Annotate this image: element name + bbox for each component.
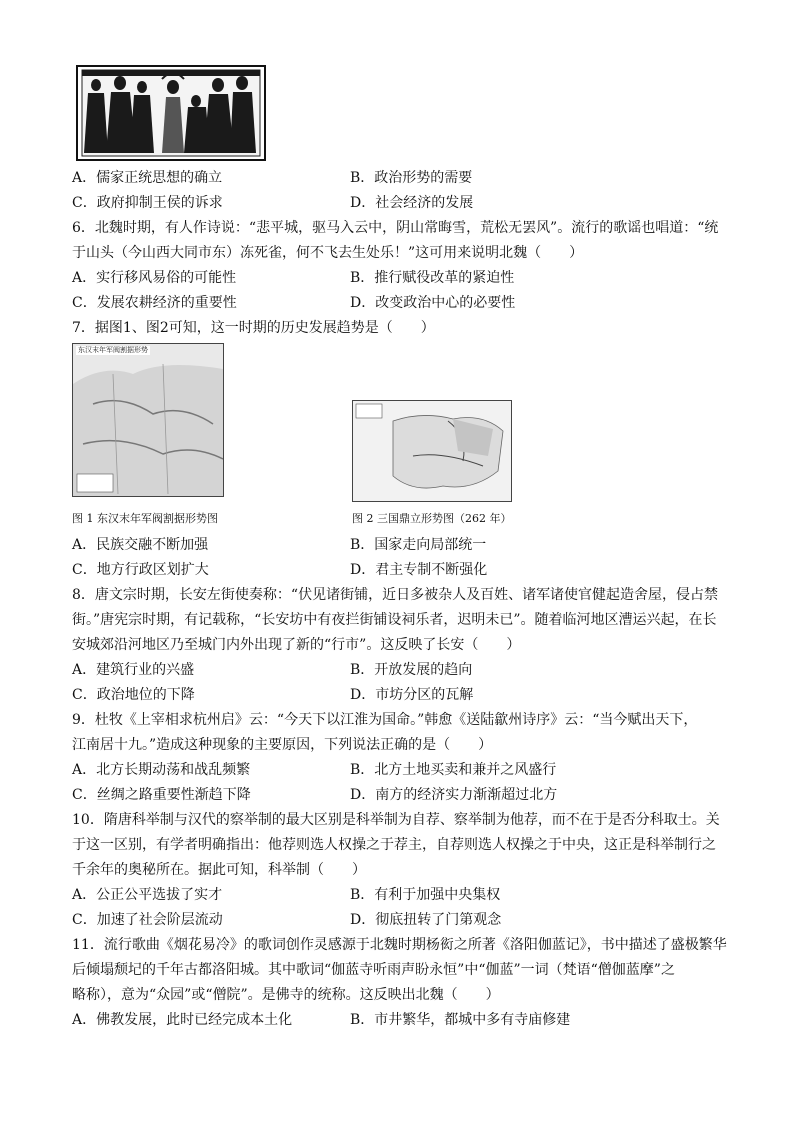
q9-stem-line1: 9．杜牧《上宰相求杭州启》云：“今天下以江淮为国命。”韩愈《送陆歙州诗序》云：“当今赋出天下， — [72, 712, 698, 728]
q10-stem-line2: 于这一区别，有学者明确指出：他荐则选人权操之于荐主，自荐则选人权操之于中央，这正是科举制行之 — [72, 837, 716, 853]
q8-stem-line2: 街。”唐宪宗时期，有记载称，“长安坊中有夜拦街铺设祠乐者，迟明未已”。随着临河地区漕运兴起，在长 — [72, 612, 717, 628]
q9-option-d: D．南方的经济实力渐渐超过北方 — [350, 787, 558, 803]
figure2-map — [352, 400, 512, 502]
q11-stem-line3: 略称），意为“众园”或“僧院”。是佛寺的统称。这反映出北魏（ ） — [72, 987, 500, 1003]
q10-option-b: B．有利于加强中央集权 — [350, 887, 501, 903]
q8-option-b: B．开放发展的趋向 — [350, 662, 473, 678]
q10-option-d: D．彻底扭转了门第观念 — [350, 912, 502, 928]
q6-stem-line1: 6．北魏时期，有人作诗说：“悲平城，驱马入云中，阴山常晦雪，荒松无罢风”。流行的歌谣也唱道：“统 — [72, 220, 719, 236]
relief-image — [76, 65, 266, 161]
q6-option-c: C．发展农耕经济的重要性 — [72, 295, 237, 311]
figure1-terrain — [73, 344, 223, 496]
q6-option-d: D．改变政治中心的必要性 — [350, 295, 516, 311]
q11-option-a: A．佛教发展，此时已经完成本土化 — [72, 1012, 293, 1028]
figure1-caption: 图 1 东汉末年军阀割据形势图 — [72, 512, 218, 525]
q11-stem-line2: 后倾塌颓圮的千年古都洛阳城。其中歌词“伽蓝寺听雨声盼永恒”中“伽蓝”一词（梵语“僧伽蓝摩”之 — [72, 962, 675, 978]
q7-option-d: D．君主专制不断强化 — [350, 562, 488, 578]
q8-option-d: D．市坊分区的瓦解 — [350, 687, 474, 703]
figure2-terrain — [353, 401, 511, 501]
q9-option-c: C．丝绸之路重要性渐趋下降 — [72, 787, 251, 803]
q9-option-b: B．北方土地买卖和兼并之风盛行 — [350, 762, 557, 778]
q10-stem-line3: 千余年的奥秘所在。据此可知，科举制（ ） — [72, 862, 366, 878]
q8-option-a: A．建筑行业的兴盛 — [72, 662, 195, 678]
figure1-map — [72, 343, 224, 497]
q8-stem-line3: 安城郊沿河地区乃至城门内外出现了新的“行市”。这反映了长安（ ） — [72, 637, 521, 653]
q10-stem-line1: 10．隋唐科举制与汉代的察举制的最大区别是科举制为自荐、察举制为他荐，而不在于是否分科取士。关 — [72, 812, 720, 828]
q5-option-d: D．社会经济的发展 — [350, 195, 474, 211]
figure2-caption: 图 2 三国鼎立形势图（262 年） — [352, 512, 512, 525]
relief-figures — [78, 67, 264, 159]
q8-stem-line1: 8．唐文宗时期，长安左街使奏称：“伏见诸街铺，近日多被杂人及百姓、诸军诸使官健起造舍屋，侵占禁 — [72, 587, 719, 603]
q6-stem-line2: 于山头（今山西大同市东）冻死雀，何不飞去生处乐！”这可用来说明北魏（ ） — [72, 245, 584, 261]
q7-option-b: B．国家走向局部统一 — [350, 537, 487, 553]
q6-option-a: A．实行移风易俗的可能性 — [72, 270, 237, 286]
q10-option-a: A．公正公平选拔了实才 — [72, 887, 223, 903]
figure1-map-title: 东汉末年军阀割据形势 — [78, 346, 148, 354]
q5-option-a: A．儒家正统思想的确立 — [72, 170, 223, 186]
q11-option-b: B．市井繁华，都城中多有寺庙修建 — [350, 1012, 571, 1028]
q7-option-a: A．民族交融不断加强 — [72, 537, 209, 553]
q7-stem: 7．据图1、图2可知，这一时期的历史发展趋势是（ ） — [72, 320, 435, 336]
q6-option-b: B．推行赋役改革的紧迫性 — [350, 270, 515, 286]
q9-stem-line2: 江南居十九。”造成这种现象的主要原因，下列说法正确的是（ ） — [72, 737, 493, 753]
q9-option-a: A．北方长期动荡和战乱频繁 — [72, 762, 251, 778]
q7-option-c: C．地方行政区划扩大 — [72, 562, 209, 578]
q5-option-c: C．政府抑制王侯的诉求 — [72, 195, 223, 211]
q8-option-c: C．政治地位的下降 — [72, 687, 195, 703]
q11-stem-line1: 11．流行歌曲《烟花易冷》的歌词创作灵感源于北魏时期杨衒之所著《洛阳伽蓝记》，书中描述了盛极繁华 — [72, 937, 727, 953]
q10-option-c: C．加速了社会阶层流动 — [72, 912, 223, 928]
q5-option-b: B．政治形势的需要 — [350, 170, 473, 186]
